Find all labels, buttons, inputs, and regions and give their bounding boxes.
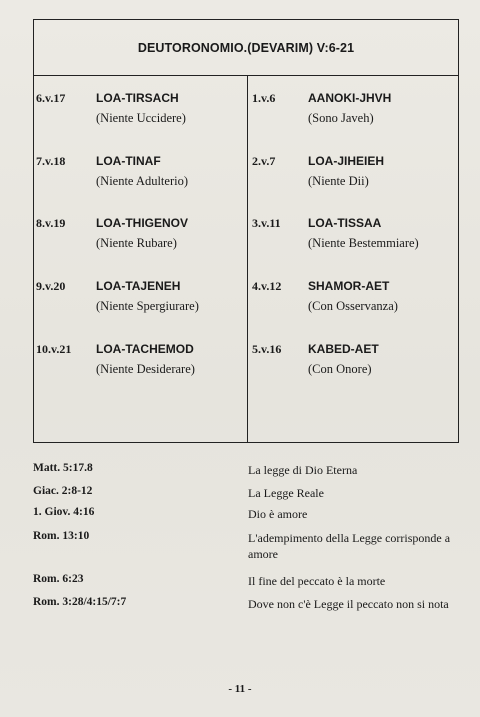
entry-translation: (Con Onore) [308, 362, 372, 376]
commandments-table [33, 19, 459, 443]
entry-name: KABED-AET [308, 342, 379, 356]
entry-ref: 2.v.7 [252, 154, 276, 168]
entry-translation: (Niente Rubare) [96, 236, 177, 250]
entry-translation: (Niente Bestemmiare) [308, 236, 419, 250]
right-entry-3 [252, 216, 456, 260]
entry-name: LOA-TAJENEH [96, 279, 181, 293]
reference-text: La legge di Dio Eterna [248, 463, 358, 477]
page-number: - 11 - [228, 683, 252, 695]
entry-translation: (Con Osservanza) [308, 299, 398, 313]
table-title: DEUTORONOMIO.(DEVARIM) V:6-21 [34, 20, 458, 76]
entry-ref: 8.v.19 [36, 216, 66, 230]
entry-ref: 9.v.20 [36, 279, 66, 293]
reference-source: Matt. 5:17.8 [33, 462, 93, 474]
reference-source: Rom. 3:28/4:15/7:7 [33, 596, 127, 608]
entry-ref: 7.v.18 [36, 154, 66, 168]
entry-ref: 5.v.16 [252, 342, 282, 356]
reference-text: Dove non c'è Legge il peccato non si nota [248, 597, 449, 611]
reference-source: Rom. 6:23 [33, 573, 84, 585]
reference-source: Rom. 13:10 [33, 530, 90, 542]
entry-ref: 6.v.17 [36, 91, 66, 105]
entry-translation: (Niente Desiderare) [96, 362, 195, 376]
left-entry-5 [36, 342, 244, 386]
right-entry-2 [252, 154, 456, 198]
column-divider [247, 76, 248, 442]
entry-name: LOA-TISSAA [308, 216, 382, 230]
reference-source: 1. Giov. 4:16 [33, 506, 95, 518]
entry-ref: 1.v.6 [252, 91, 276, 105]
entry-translation: (Niente Uccidere) [96, 111, 186, 125]
left-entry-1 [36, 91, 244, 135]
entry-translation: (Sono Javeh) [308, 111, 374, 125]
entry-name: LOA-TACHEMOD [96, 342, 194, 356]
entry-translation: (Niente Adulterio) [96, 174, 188, 188]
entry-ref: 3.v.11 [252, 216, 281, 230]
entry-name: AANOKI-JHVH [308, 91, 392, 105]
right-entry-4 [252, 279, 456, 323]
left-entry-4 [36, 279, 244, 323]
reference-text: L'adempimento della Legge corrisponde a amore [248, 531, 451, 561]
reference-source: Giac. 2:8-12 [33, 485, 93, 497]
entry-name: LOA-TIRSACH [96, 91, 179, 105]
left-entry-2 [36, 154, 244, 198]
reference-text: Il fine del peccato è la morte [248, 574, 386, 588]
right-entry-1 [252, 91, 456, 135]
left-entry-3 [36, 216, 244, 260]
entry-name: SHAMOR-AET [308, 279, 390, 293]
entry-name: LOA-JIHEIEH [308, 154, 385, 168]
entry-ref: 10.v.21 [36, 342, 72, 356]
reference-text: La Legge Reale [248, 486, 324, 500]
entry-name: LOA-TINAF [96, 154, 161, 168]
entry-translation: (Niente Spergiurare) [96, 299, 199, 313]
entry-name: LOA-THIGENOV [96, 216, 188, 230]
reference-text: Dio è amore [248, 507, 308, 521]
right-entry-5 [252, 342, 456, 386]
entry-ref: 4.v.12 [252, 279, 282, 293]
entry-translation: (Niente Dii) [308, 174, 369, 188]
